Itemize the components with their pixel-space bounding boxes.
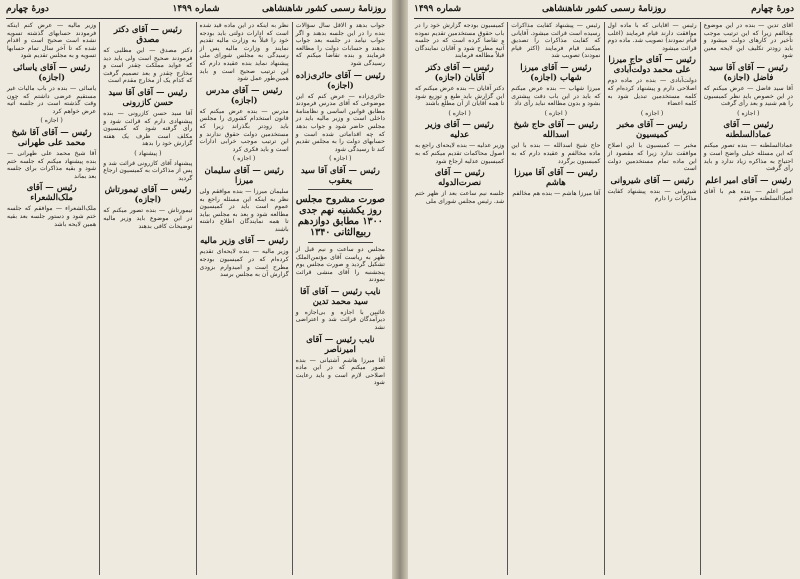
paragraph: آقای تدین — بنده در این موضوع مخالفم زیرا که این ترتیب موجب تأخیر در کارهای دولت میشود و باید زودتر تکلیف این لایحه معین شود — [703, 22, 793, 60]
speaker-heading: رئیس — آقای دکتر مصدق — [113, 25, 182, 45]
column-2 — [604, 22, 700, 575]
paragraph: مجلس دو ساعت و نیم قبل از ظهر به ریاست آقای مؤتمن‌الملک تشکیل گردید و صورت مجلس یوم پنجشنبه را آقای منشی قرائت نمودند — [295, 245, 385, 284]
paragraph: آقا میرزا هاشم آشتیانی — بنده تصور میکنم که در این ماده اصلاحی لازم است و باید رعایت شود — [295, 356, 385, 387]
header-publication: روزنامهٔ رسمی کشور شاهنشاهی — [262, 4, 386, 14]
paragraph: عمادالسلطنه — بنده تصور میکنم که این مسئله خیلی واضح است و احتیاج به مذاکره زیاد ندارد و باید رأی گرفت — [703, 142, 793, 173]
column-2 — [196, 22, 292, 575]
speaker-heading: رئیس — آقای ملک‌الشعراء — [26, 183, 77, 204]
speaker-heading: رئیس — آقای دکتر آقایان (اجازه) — [425, 62, 494, 83]
paragraph: جلسه نیم ساعت بعد از ظهر ختم شد. رئیس مجلس شورای ملی — [415, 190, 505, 205]
paragraph: دکتر آقایان — بنده عرض میکنم که این گزارش باید طبع و توزیع شود تا همه آقایان از آن مطلع باشند — [415, 84, 505, 108]
speaker-heading: رئیس — آقای حائری‌زاده (اجازه) — [295, 70, 385, 91]
page-header — [6, 4, 386, 19]
speaker-heading: رئیس — آقای حاج میرزا علی محمد دولت‌آبادی — [608, 55, 696, 76]
binding-gutter — [392, 0, 408, 579]
paragraph: رئیس — آقایانی که با ماده اول موافقت دارند قیام فرمایند (اغلب قیام نمودند) تصویب شد. ماده دوم قرائت میشود — [607, 22, 697, 52]
paragraph: وزیر عدلیه — بنده لایحه‌ای راجع به اصول محاکمات تقدیم میکنم که به کمیسیون عدلیه ارجاع شود — [415, 142, 505, 165]
paragraph: حاج شیخ اسدالله — بنده با این ماده مخالفم و عقیده دارم که به کمیسیون برگردد — [511, 142, 601, 165]
header-publication: روزنامهٔ رسمی کشور شاهنشاهی — [542, 4, 666, 14]
speaker-heading: رئیس — آقای مخبر کمیسیون — [617, 120, 688, 141]
marker: ( اجازه ) — [329, 155, 352, 163]
paragraph: حائری‌زاده — عرض کنم که این موضوعی که آقای مدرس فرمودند مطابق قوانین اساسی و نظامنامهٔ داخلی است و وزیر مالیه باید در مجلس حاضر شود و جواب بدهد که چه اقداماتی شده است و حسابهای دولت را به مجلس تقدیم کند تا رسیدگی شود — [295, 92, 385, 153]
paragraph: آقا سید فاضل — عرض میکنم که در این خصوص باید نظر کمیسیون را هم شنید و بعد رأی گرفت — [703, 84, 793, 108]
speaker-heading: رئیس — آقای حاج شیخ اسدالله — [513, 120, 599, 141]
paragraph: مخبر — کمیسیون با این اصلاح موافقت ندارد زیرا که مقصود از این ماده تمام مستخدمین دولت است — [607, 142, 697, 173]
paragraph: جواب بدهد و الاقل سال سؤالات بنده را در این جلسه بدهند و اگر جواب نیامد در جلسه بعد جواب بدهند و حسابات دولت را مطالعه فرمایند و بنده تقاضا میکنم که رسیدگی شود — [295, 22, 385, 67]
header-issue-number: شماره ۱۴۹۹ — [414, 4, 462, 14]
paragraph: آقا شیخ محمد علی طهرانی — بنده پیشنهاد میکنم که جلسه ختم شود و بقیه مذاکرات برای جلسه بعد بماند — [7, 149, 97, 180]
speaker-heading: رئیس — آقای آقا سید حسن کازرونی — [108, 87, 188, 108]
column-3 — [99, 22, 195, 575]
speaker-heading: نایب رئیس — آقای آقا سید محمد تدین — [300, 286, 381, 307]
page-right — [408, 0, 800, 579]
paragraph: سلیمان میرزا — بنده موافقم ولی نظر به اینکه این مسئله راجع به عموم است باید در کمیسیون مطالعه شود و بعد به مجلس بیاید تا همه نمایندگان اطلاع داشته باشند — [199, 187, 289, 233]
paragraph: تیمورتاش — بنده تصور میکنم که در این موضوع باید وزیر مالیه توضیحات کافی بدهند — [103, 207, 193, 230]
marker: ( پیشنهاد ) — [134, 149, 162, 157]
paragraph: امیر اعلم — بنده هم با آقای عمادالسلطنه موافقم — [703, 187, 793, 203]
paragraph: وزیر مالیه — عرض کنم اینکه فرمودند حسابهای گذشته تسویه نشده است صحیح است و اقدام شده که تا آخر سال تمام حسابها تسویه و به مجلس تقدیم شود — [7, 22, 97, 60]
column-1 — [292, 22, 388, 575]
speaker-heading: رئیس — آقای آقا سید فاضل (اجازه) — [708, 62, 788, 83]
speaker-heading: رئیس — آقای مدرس (اجازه) — [205, 85, 283, 106]
session-title: صورت مشروح مجلس روز یکشنبه نهم جدی ۱۳۰۰ مطابق دوازدهم ربیع‌الثانی ۱۳۴۰ — [295, 193, 385, 238]
speaker-heading: رئیس — آقای آقا شیخ محمد علی طهرانی — [11, 127, 92, 148]
speaker-heading: رئیس — آقای عمادالسلطنه — [723, 120, 774, 141]
marker: ( اجازه ) — [544, 109, 568, 117]
column-4 — [4, 22, 99, 575]
paragraph: میرزا شهاب — بنده عرض میکنم که باید در این باب دقت بیشتری بشود و بدون مطالعه نباید رأی داد — [511, 84, 601, 108]
paragraph: یاسائی — بنده در باب مالیات غیر مستقیم عرضی داشتم که چون وقت گذشته است در جلسه آتیه عرض خواهم کرد — [7, 84, 97, 115]
paragraph: آقا میرزا هاشم — بنده هم مخالفم — [512, 190, 601, 198]
speaker-heading: رئیس — آقای یاسائی (اجازه) — [13, 62, 91, 83]
speaker-heading: رئیس — آقای تیمورتاش (اجازه) — [104, 185, 192, 206]
column-4 — [412, 22, 507, 575]
divider — [308, 242, 373, 243]
paragraph: دکتر مصدق — این مطلبی که فرمودند صحیح است ولی باید دید که عواید مملکت چقدر است و مخارج چقدر و بعد تصمیم گرفت که کدام یک از مخارج مقدم است — [103, 47, 193, 85]
speaker-heading: رئیس — آقای نصرت‌الدوله — [434, 168, 485, 189]
marker: ( اجازه ) — [448, 109, 471, 117]
marker: ( اجازه ) — [640, 109, 664, 117]
divider — [308, 189, 373, 190]
paragraph: کمیسیون بودجه گزارش خود را در باب حقوق مستخدمین تقدیم نموده و تقاضا کرده است که در جلسه آتیه مطرح شود و آقایان نمایندگان قبلاً مطالعه فرمایند — [415, 22, 505, 60]
paragraph: شیروانی — بنده پیشنهاد کفایت مذاکرات را دارم — [607, 187, 697, 203]
paragraph: غائبین با اجازه و بی‌اجازه و دیرآمدگان قرائت شد و اعتراضی نشد — [295, 308, 385, 332]
page-header — [414, 4, 794, 19]
speaker-heading: رئیس — آقای شیروانی — [610, 175, 694, 186]
paragraph: پیشنهاد آقای کازرونی قرائت شد و پس از مذاکرات به کمیسیون ارجاع گردید — [103, 159, 193, 182]
paragraph: آقا سید حسن کازرونی — بنده پیشنهادی دارم که قرائت شود و رأی گرفته شود که کمیسیون مکلف است ظرف یک هفته گزارش خود را بدهد — [103, 109, 193, 148]
speaker-heading: رئیس — آقای سلیمان میرزا — [204, 165, 284, 186]
header-volume: دورهٔ چهارم — [751, 4, 794, 14]
paragraph: مدرس — بنده عرض میکنم که قانون استخدام کشوری را مجلس باید زودتر بگذراند زیرا که مستخدمین دولت حقوق ندارند و این ترتیب موجب خرابی ادارات است و باید فکری کرد — [199, 107, 289, 153]
speaker-heading: نایب رئیس — آقای امیرناصر — [306, 334, 375, 355]
speaker-heading: رئیس — آقای وزیر عدلیه — [425, 120, 494, 141]
marker: ( اجازه ) — [232, 155, 256, 163]
paragraph: وزیر مالیه — بنده لایحه‌ای تقدیم کرده‌ام که در کمیسیون بودجه مطرح است و امیدوارم بزودی گزارش آن به مجلس برسد — [199, 248, 289, 279]
speaker-heading: رئیس — آقای آقا میرزا هاشم — [514, 168, 598, 189]
paragraph: دولت‌آبادی — بنده در ماده دوم اصلاحی دارم و پیشنهاد کرده‌ام که کلمه مستخدمین تبدیل شود به کلمه اعضاء — [607, 77, 697, 108]
speaker-heading: رئیس — آقای میرزا شهاب (اجازه) — [520, 62, 592, 83]
header-issue-number: شماره ۱۴۹۹ — [172, 4, 220, 14]
page-left — [0, 0, 392, 579]
columns — [4, 22, 388, 575]
column-1 — [700, 22, 796, 575]
columns — [412, 22, 796, 575]
speaker-heading: رئیس — آقای وزیر مالیه — [200, 236, 289, 247]
speaker-heading: رئیس — آقای امیر اعلم — [705, 175, 792, 186]
marker: ( اجازه ) — [737, 109, 760, 117]
column-3 — [507, 22, 603, 575]
paragraph: نظر به اینکه در این ماده قید شده است که ادارات دولتی باید بودجه خود را قبلاً به وزارت مالیه تقدیم نمایند و وزارت مالیه پس از رسیدگی به مجلس شورای ملی پیشنهاد نماید بنده عقیده دارم که این ترتیب صحیح است و باید همین‌طور عمل شود — [199, 22, 289, 83]
marker: ( اجازه ) — [40, 117, 63, 125]
paragraph: رئیس — پیشنهاد کفایت مذاکرات رسیده است قرائت میشود. آقایانی که کفایت مذاکرات را تصدیق میکنند قیام فرمایند (اکثر قیام نمودند) تصویب شد — [511, 22, 601, 60]
paragraph: ملک‌الشعراء — موافقم که جلسه ختم شود و دستور جلسه بعد بقیه همین لایحه باشد — [7, 205, 97, 228]
header-volume: دورهٔ چهارم — [6, 4, 49, 14]
speaker-heading: رئیس — آقای آقا سید یعقوب — [300, 165, 380, 186]
